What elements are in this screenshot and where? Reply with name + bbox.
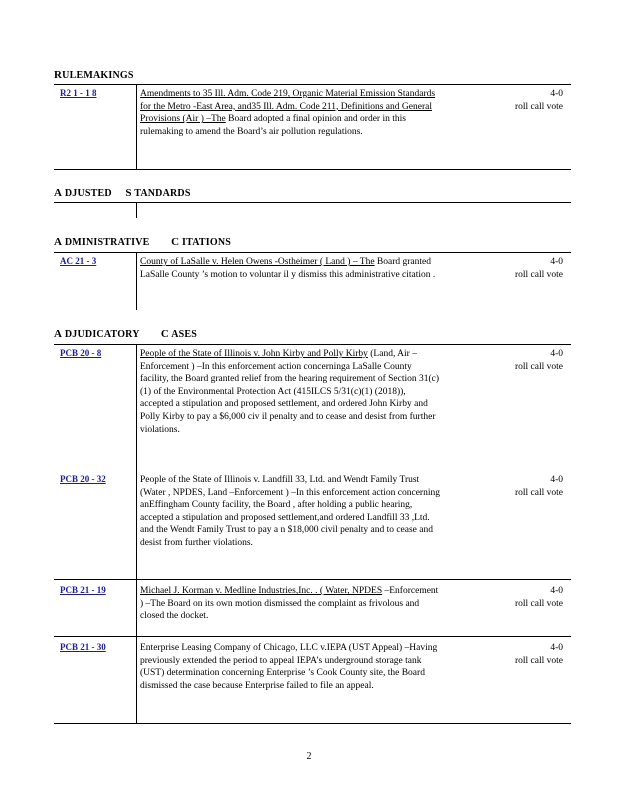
- column-divider: [136, 344, 137, 723]
- vote-count: 4-0: [550, 586, 563, 596]
- page-number: 2: [306, 751, 312, 762]
- vote-count: 4-0: [550, 89, 563, 99]
- vote-type: roll call vote: [514, 361, 563, 372]
- case-summary: Enterprise Leasing Company of Chicago, LLC v.IEPA (UST Appeal) –Having previously extended the period to appeal IEPA’s underground storage tank (UST) determination concerning Enterprise ’s Cook County site, the Board dismissed the case because Enterprise failed to file an appeal.: [140, 643, 438, 691]
- case-summary: Board adopted a final opinion and order in this rulemaking to amend the Board’s air pollution regulations.: [140, 114, 406, 137]
- docket-link[interactable]: PCB 21 - 19: [60, 585, 106, 595]
- vote-count: 4-0: [550, 257, 563, 267]
- case-caption: People of the State of Illinois v. John Kirby and Polly Kirby: [140, 349, 368, 359]
- rule-bottom-adjudicatory: [54, 723, 571, 724]
- vote-type: roll call vote: [514, 101, 563, 112]
- vote-result: [493, 642, 563, 667]
- docket-link[interactable]: PCB 20 - 32: [60, 474, 106, 484]
- entry-description: [140, 256, 440, 281]
- rule-top-administrative: [54, 252, 571, 253]
- docket-link[interactable]: PCB 21 - 30: [60, 642, 106, 652]
- section-heading-administrative-citations: A DMINISTRATIVE C ITATIONS: [54, 236, 232, 248]
- entry-description: [140, 348, 440, 436]
- section-heading-adjusted-standards: A DJUSTED S TANDARDS: [54, 187, 191, 199]
- entry-description: [140, 585, 440, 623]
- rule-top-adjusted: [54, 202, 571, 203]
- entry-description: [140, 88, 440, 138]
- column-divider: [136, 252, 137, 310]
- vote-result: [493, 256, 563, 281]
- vote-result: [493, 474, 563, 499]
- case-caption: County of LaSalle v. Helen Owens -Ostheimer ( Land ) – The: [140, 257, 375, 267]
- section-heading-adjudicatory-cases: A DJUDICATORY C ASES: [54, 328, 198, 340]
- entry-description: [140, 642, 440, 692]
- rule-divider-2: [54, 636, 571, 637]
- vote-result: [493, 88, 563, 113]
- case-summary: Board granted LaSalle County ’s motion to voluntar il y dismiss this administrative citation .: [140, 257, 436, 280]
- case-summary: –Enforcement ) –The Board on its own motion dismissed the complaint as frivolous and closed the docket.: [140, 586, 439, 622]
- section-heading-rulemakings: RULEMAKINGS: [54, 69, 134, 81]
- vote-result: [493, 348, 563, 373]
- docket-link[interactable]: AC 21 - 3: [60, 256, 97, 266]
- rule-top-rulemakings: [54, 84, 571, 85]
- vote-type: roll call vote: [514, 655, 563, 666]
- case-summary: People of the State of Illinois v. Landfill 33, Ltd. and Wendt Family Trust (Water , NPDES, Land –Enforcement ) –In this enforcement action concerning anEffingham County facility, the Board , after holding a public hearing, accepted a stipulation and proposed settlement,and ordered Landfill 33 ,Ltd. and the Wendt Family Trust to pay a n $18,000 civil penalty and to cease and desist from further violations.: [140, 475, 440, 548]
- rule-bottom-rulemakings: [54, 169, 571, 170]
- vote-result: [493, 585, 563, 610]
- vote-type: roll call vote: [514, 269, 563, 280]
- vote-count: 4-0: [550, 643, 563, 653]
- vote-type: roll call vote: [514, 487, 563, 498]
- vote-count: 4-0: [550, 475, 563, 485]
- column-divider: [136, 202, 137, 218]
- case-caption: Amendments to 35 Ill. Adm. Code 219, Organic Material Emission Standards for the Metro -East Area, and35 Ill. Adm. Code 211, Definitions and General Provisions (Air ) –The: [140, 89, 436, 125]
- entry-description: [140, 474, 440, 550]
- case-caption: Michael J. Korman v. Medline Industries,Inc. . ( Water, NPDES: [140, 586, 383, 596]
- vote-count: 4-0: [550, 349, 563, 359]
- vote-type: roll call vote: [514, 598, 563, 609]
- docket-link[interactable]: R2 1 - 1 8: [60, 88, 97, 98]
- rule-divider-1: [54, 579, 571, 580]
- docket-link[interactable]: PCB 20 - 8: [60, 348, 102, 358]
- column-divider: [136, 84, 137, 169]
- rule-top-adjudicatory: [54, 344, 571, 345]
- case-summary: (Land, Air –Enforcement ) –In this enforcement action concerninga LaSalle County facility, the Board granted relief from the hearing requirement of Section 31(c)(1) of the Environmental Protection Act (415ILCS 5/31(c)(1) (2018)), accepted a stipulation and proposed settlement, and ordered John Kirby and Polly Kirby to pay a $6,000 civ il penalty and to cease and desist from further violations.: [140, 349, 440, 435]
